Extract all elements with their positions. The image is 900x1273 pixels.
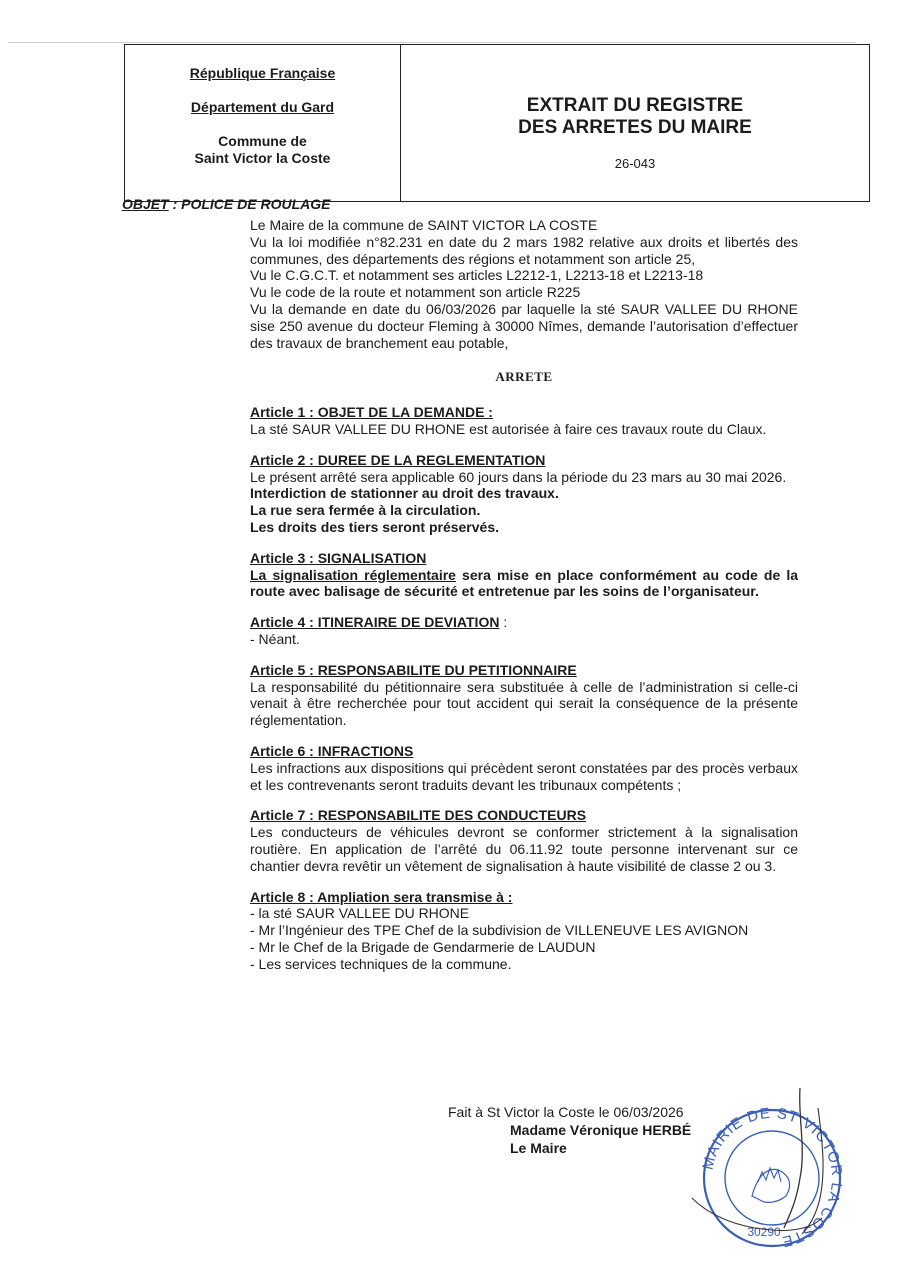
article-5-title: Article 5 : RESPONSABILITE DU PETITIONNAIRE <box>250 661 577 678</box>
article-3-title: Article 3 : SIGNALISATION <box>250 549 427 566</box>
preamble-line: Vu le code de la route et notamment son article R225 <box>250 284 581 301</box>
article-3-lead: La signalisation réglementaire <box>250 566 456 583</box>
header-title-block <box>401 45 869 201</box>
commune-line2: Saint Victor la Coste <box>194 150 331 166</box>
article-7-text: Les conducteurs de véhicules devront se conformer strictement à la signalisation routière. En application de l’arrêté du 06.11.92 toute personne intervenant sur ce chantier devra revêtir un vêtement de signalisation à haute visibilité de classe 2 ou 3. <box>250 824 798 874</box>
signature-name: Madame Véronique HERBÉ <box>510 1122 692 1138</box>
stamp-arc-text: MAIRIE DE ST VICTOR LA COSTE <box>699 1104 846 1251</box>
article-2-text: Le présent arrêté sera applicable 60 jours dans la période du 23 mars au 30 mai 2026. <box>250 468 787 485</box>
republic-label: République Française <box>189 65 336 81</box>
article-2-parking: Interdiction de stationner au droit des travaux. <box>250 485 559 502</box>
article-4-title: Article 4 : ITINERAIRE DE DEVIATION <box>250 614 500 631</box>
article-8-title: Article 8 : Ampliation sera transmise à : <box>250 888 513 905</box>
signature-place-date: Fait à St Victor la Coste le 06/03/2026 <box>448 1104 684 1120</box>
department-label: Département du Gard <box>190 99 335 115</box>
article-4-text: - Néant. <box>250 630 300 647</box>
stamp-postcode: 30290 <box>747 1225 781 1239</box>
article-6-title: Article 6 : INFRACTIONS <box>250 742 414 759</box>
header-issuer <box>125 45 401 201</box>
article-5-text: La responsabilité du pétitionnaire sera substituée à celle de l’administration si celle-ci venait à être recherchée pour tout accident qui serait la conséquence de la présente réglementation. <box>250 678 798 729</box>
preamble-line: Vu le C.G.C.T. et notamment ses articles L2212-1, L2213-18 et L2213-18 <box>250 267 704 284</box>
arrete-heading: ARRETE <box>495 369 553 385</box>
article-6-text: Les infractions aux dispositions qui précèdent seront constatées par des procès verbaux et les contrevenants seront traduits devant les tribunaux compétents ; <box>250 759 798 793</box>
register-title-line2: DES ARRETES DU MAIRE <box>518 117 752 138</box>
list-item: - Mr le Chef de la Brigade de Gendarmerie de LAUDUN <box>250 938 596 955</box>
article-1-text: La sté SAUR VALLEE DU RHONE est autorisée à faire ces travaux route du Claux. <box>250 420 767 437</box>
objet-label: OBJET <box>122 196 169 212</box>
preamble-line: Vu la demande en date du 06/03/2026 par laquelle la sté SAUR VALLEE DU RHONE sise 250 avenue du docteur Fleming à 30000 Nîmes, demande l’autorisation d’effectuer des travaux de branchement eau potable, <box>250 300 798 351</box>
objet-separator: : <box>168 196 182 212</box>
document-body <box>250 217 798 972</box>
article-3-text <box>250 567 798 601</box>
register-title-line1: EXTRAIT DU REGISTRE <box>526 95 744 116</box>
stamp-emblem-crown <box>758 1168 781 1182</box>
article-2-title: Article 2 : DUREE DE LA REGLEMENTATION <box>250 451 546 468</box>
list-item: - Les services techniques de la commune. <box>250 955 512 972</box>
objet-value: POLICE DE ROULAGE <box>181 196 331 212</box>
list-item: - Mr l’Ingénieur des TPE Chef de la subdivision de VILLENEUVE LES AVIGNON <box>250 922 749 939</box>
article-2-rights: Les droits des tiers seront préservés. <box>250 518 499 535</box>
article-2-closure: La rue sera fermée à la circulation. <box>250 502 481 519</box>
preamble-line: Vu la loi modifiée n°82.231 en date du 2 mars 1982 relative aux droits et libertés des communes, des départements des régions et notamment son article 25, <box>250 233 798 267</box>
article-4-heading <box>250 614 798 631</box>
stamp-inner-ring <box>725 1131 819 1225</box>
arrete-number: 26-043 <box>614 156 656 171</box>
objet-line <box>122 196 331 212</box>
article-3-rest: sera mise en place conformément au code de la route avec balisage de sécurité et entretenue par les soins de l’organisateur. <box>250 566 799 600</box>
header-box <box>124 44 870 202</box>
article-1-title: Article 1 : OBJET DE LA DEMANDE : <box>250 404 493 421</box>
stamp-emblem <box>752 1169 790 1202</box>
top-rule <box>8 42 856 43</box>
mairie-stamp-icon <box>672 1078 852 1258</box>
signature-role: Le Maire <box>510 1140 567 1156</box>
preamble-line: Le Maire de la commune de SAINT VICTOR LA COSTE <box>250 217 598 233</box>
commune-line1: Commune de <box>218 133 307 149</box>
article-4-suffix: : <box>499 614 508 631</box>
signature-block <box>448 1103 691 1157</box>
article-7-title: Article 7 : RESPONSABILITE DES CONDUCTEURS <box>250 807 587 824</box>
list-item: - la sté SAUR VALLEE DU RHONE <box>250 905 470 922</box>
